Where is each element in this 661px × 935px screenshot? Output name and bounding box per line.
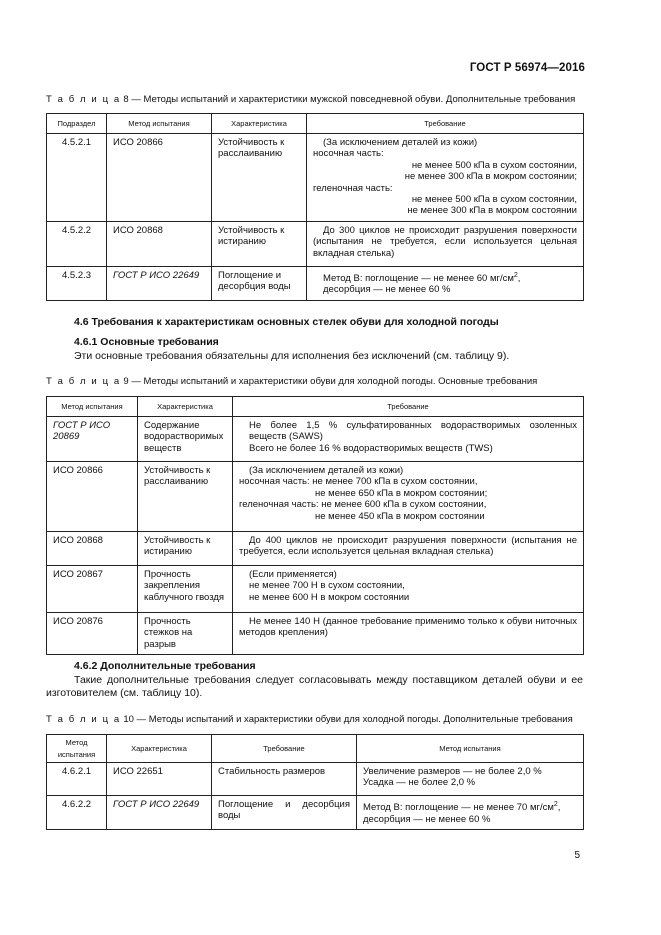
table8-cell-sub: 4.5.2.2 xyxy=(47,221,107,266)
table9-cell-method: ИСО 20876 xyxy=(47,613,138,655)
req-punct: , xyxy=(517,273,521,284)
superscript: 2 xyxy=(553,801,558,808)
table9-cell-req xyxy=(233,462,584,532)
table10-cell-4 xyxy=(357,763,584,796)
req-line: Всего не более 16 % водорастворимых веществ (TWS) xyxy=(249,442,493,454)
table-row xyxy=(47,532,584,566)
table8-header-subsection: Подраздел xyxy=(47,114,107,134)
req-line: не менее 500 кПа в сухом состоянии, xyxy=(411,194,577,206)
table10-cell-2: ГОСТ Р ИСО 22649 xyxy=(107,796,212,830)
table10-cell-3: Стабильность размеров xyxy=(212,763,357,796)
req-line: не менее 700 Н в сухом состоянии, xyxy=(249,580,405,592)
table9-cell-method: ГОСТ Р ИСО 20869 xyxy=(47,417,138,462)
table10 xyxy=(46,734,584,830)
section-4-6-title: 4.6 Требования к характеристикам основных стелек обуви для холодной погоды xyxy=(74,316,499,328)
req-text: Метод В: поглощение — не менее 70 мг/см xyxy=(363,802,554,814)
section-4-6-2-text: Такие дополнительные требования следует согласовывать между поставщиком деталей обуви и ее изготовителем (см. таблицу 10). xyxy=(46,674,583,699)
req-line: (За исключением деталей из кожи) xyxy=(249,465,404,476)
table8-header-requirement: Требование xyxy=(307,114,584,134)
req-line: носочная часть: xyxy=(313,148,384,160)
table10-cell-1: 4.6.2.2 xyxy=(47,796,107,830)
table10-caption xyxy=(46,714,573,725)
section-4-6-2-title: 4.6.2 Дополнительные требования xyxy=(74,660,256,672)
req-line: Не более 1,5 % сульфатированных водорастворимых озоленных веществ (SAWS) xyxy=(249,420,577,443)
table10-header-method-2: Метод испытания xyxy=(357,735,584,763)
table8-cell-sub: 4.5.2.1 xyxy=(47,134,107,222)
req-line: не менее 300 кПа в мокром состоянии xyxy=(407,205,577,217)
standard-number: ГОСТ Р 56974—2016 xyxy=(469,62,585,74)
table10-cell-1: 4.6.2.1 xyxy=(47,763,107,796)
table-row xyxy=(47,462,584,532)
table-row xyxy=(47,417,584,462)
table-row xyxy=(47,796,584,830)
req-line: носочная часть: не менее 700 кПа в сухом состоянии, xyxy=(239,476,478,488)
table9-cell-char: Прочность стежков на разрыв xyxy=(138,613,233,655)
table10-cell-3: Поглощение и десорбция воды xyxy=(212,796,357,830)
table8 xyxy=(46,113,584,301)
table9-header-method: Метод испытания xyxy=(47,397,138,417)
superscript: 2 xyxy=(513,271,518,279)
table-row xyxy=(47,134,584,222)
table8-cell-char: Устойчивость к расслаиванию xyxy=(212,134,307,222)
table9-cell-method: ИСО 20868 xyxy=(47,532,138,566)
table-row xyxy=(47,566,584,613)
table9-cell-char: Прочность закрепления каблучного гвоздя xyxy=(138,566,233,613)
table10-header-requirement: Требование xyxy=(212,735,357,763)
section-4-6-1-text: Эти основные требования обязательны для исполнения без исключений (см. таблицу 9). xyxy=(74,350,510,362)
table9-cell-char: Устойчивость к истиранию xyxy=(138,532,233,566)
req-line: не менее 300 кПа в мокром состоянии; xyxy=(404,171,577,183)
table10-caption-text: 10 — Методы испытаний и характеристики обуви для холодной погоды. Дополнительные требования xyxy=(123,714,573,725)
table9-cell-method: ИСО 20867 xyxy=(47,566,138,613)
page-number: 5 xyxy=(574,850,580,861)
table8-cell-req: До 300 циклов не происходит разрушения поверхности (испытания не требуется, если используется цельная вкладная стелька) xyxy=(307,221,584,266)
req-line: (За исключением деталей из кожи) xyxy=(323,137,478,148)
table8-cell-method: ИСО 20866 xyxy=(107,134,212,222)
req-line xyxy=(363,799,577,814)
table8-cell-char: Поглощение и десорбция воды xyxy=(212,266,307,300)
table10-cell-4 xyxy=(357,796,584,830)
table9 xyxy=(46,396,584,655)
table9-caption-text: 9 — Методы испытаний и характеристики обуви для холодной погоды. Основные требования xyxy=(123,376,538,387)
table10-cell-2: ИСО 22651 xyxy=(107,763,212,796)
req-line: геленочная часть: не менее 600 кПа в сухом состоянии, xyxy=(239,499,487,511)
req-line: не менее 500 кПа в сухом состоянии, xyxy=(411,159,577,171)
table9-cell-req: Не менее 140 Н (данное требование применимо только к обуви ниточных методов крепления) xyxy=(233,613,584,655)
table9-header-characteristic: Характеристика xyxy=(138,397,233,417)
table8-cell-req xyxy=(307,134,584,222)
req-punct: , xyxy=(557,802,561,814)
table8-cell-req xyxy=(307,266,584,300)
req-line: Усадка — не более 2,0 % xyxy=(363,777,476,789)
table10-caption-prefix: Т а б л и ц а xyxy=(46,714,121,725)
req-line: Увеличение размеров — не более 2,0 % xyxy=(363,766,542,777)
table-row xyxy=(47,613,584,655)
table-row xyxy=(47,763,584,796)
table9-cell-char: Содержание водорастворимых веществ xyxy=(138,417,233,462)
table8-header-method: Метод испытания xyxy=(107,114,212,134)
req-line: геленочная часть: xyxy=(313,182,393,194)
table9-cell-req: До 400 циклов не происходит разрушения поверхности (испытания не требуется, если используется цельная вкладная стелька) xyxy=(233,532,584,566)
table8-caption xyxy=(46,94,575,105)
table9-cell-req xyxy=(233,417,584,462)
table10-header-characteristic: Характеристика xyxy=(107,735,212,763)
table9-cell-char: Устойчивость к расслаиванию xyxy=(138,462,233,532)
table9-header-requirement: Требование xyxy=(233,397,584,417)
table8-caption-text: 8 — Методы испытаний и характеристики мужской повседневной обуви. Дополнительные требования xyxy=(123,94,576,105)
table8-caption-prefix: Т а б л и ц а xyxy=(46,94,121,105)
req-line: десорбция — не менее 60 % xyxy=(323,284,451,296)
table9-cell-req xyxy=(233,566,584,613)
table8-cell-sub: 4.5.2.3 xyxy=(47,266,107,300)
table9-caption-prefix: Т а б л и ц а xyxy=(46,376,121,387)
req-line xyxy=(313,270,577,285)
table9-cell-method: ИСО 20866 xyxy=(47,462,138,532)
table8-cell-char: Устойчивость к истиранию xyxy=(212,221,307,266)
req-line: не менее 600 Н в мокром состоянии xyxy=(249,591,410,603)
table-row xyxy=(47,266,584,300)
table10-header-method: Метод испытания xyxy=(47,735,107,763)
table8-cell-method: ГОСТ Р ИСО 22649 xyxy=(107,266,212,300)
section-4-6-1-title: 4.6.1 Основные требования xyxy=(74,336,219,348)
req-line: не менее 650 кПа в мокром состоянии; xyxy=(315,487,488,499)
req-line: (Если применяется) xyxy=(249,569,337,580)
table8-cell-method: ИСО 20868 xyxy=(107,221,212,266)
req-text: Метод В: поглощение — не менее 60 мг/см xyxy=(323,273,514,284)
table8-header-characteristic: Характеристика xyxy=(212,114,307,134)
req-line: десорбция — не менее 60 % xyxy=(363,813,491,825)
table9-caption xyxy=(46,376,537,387)
table-row xyxy=(47,221,584,266)
req-line: не менее 450 кПа в мокром состоянии xyxy=(315,510,485,522)
